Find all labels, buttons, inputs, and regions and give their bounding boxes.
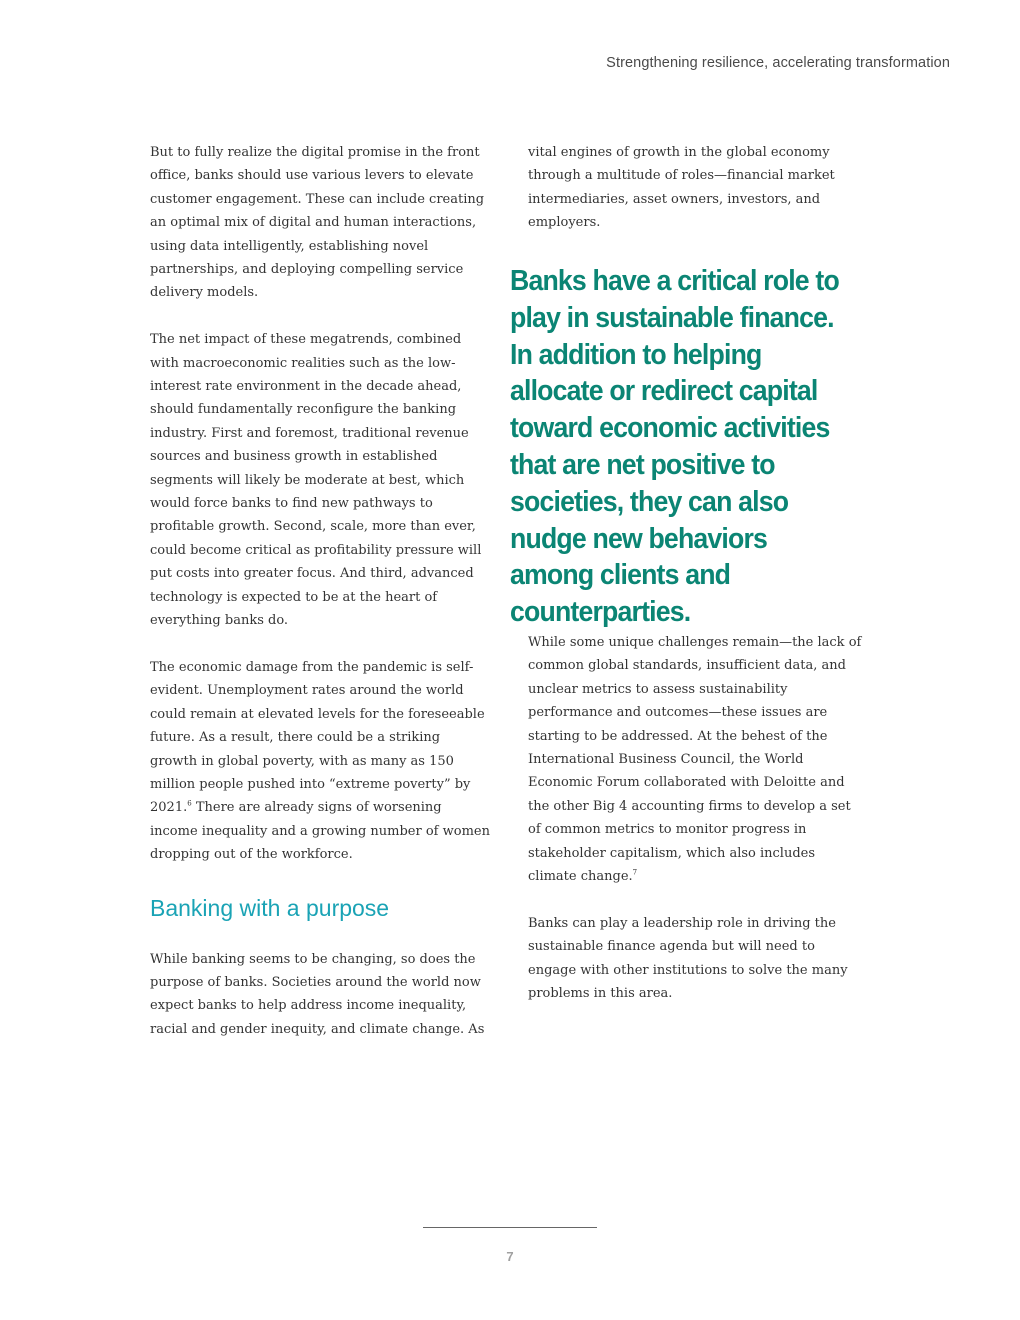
pull-quote: Banks have a critical role to play in sustainable finance. In addition to helping allocate or redirect capital toward economic activities that are net positive to societies, they can also nudge new behaviors among clients and counterparties. (510, 265, 839, 629)
right-column-top (528, 141, 864, 235)
footnote-marker: 7 (632, 868, 638, 877)
body-paragraph: The net impact of these megatrends, combined with macroeconomic realities such as the low-interest rate environment in the decade ahead, should fundamentally reconfigure the banking industry. First and foremost, traditional revenue sources and business growth in established segments will likely be moderate at best, which would force banks to find new pathways to profitable growth. Second, scale, more than ever, could become critical as profitability pressure will put costs into greater focus. And third, advanced technology is expected to be at the heart of everything banks do. (150, 332, 482, 629)
body-paragraph: Banks can play a leadership role in driving the sustainable finance agenda but will need to engage with other institutions to solve the many problems in this area. (528, 915, 848, 1002)
body-paragraph: While banking seems to be changing, so does the purpose of banks. Societies around the world now expect banks to help address income inequality, racial and gender inequity, and climate change. As (150, 951, 485, 1037)
running-header: Strengthening resilience, accelerating transformation (606, 55, 950, 71)
left-column (150, 141, 490, 1041)
body-paragraph: But to fully realize the digital promise in the front office, banks should use various levers to elevate customer engagement. These can include creating an optimal mix of digital and human interactions, using data intelligently, establishing novel partnerships, and deploying compelling service delivery models. (150, 145, 485, 301)
paragraph-text: There are already signs of worsening income inequality and a growing number of women dropping out of the workforce. (150, 800, 490, 863)
paragraph-text: While some unique challenges remain—the lack of common global standards, insufficient data, and unclear metrics to assess sustainability performance and outcomes—these issues are starting to be addressed. At the behest of the International Business Council, the World Economic Forum collaborated with Deloitte and the other Big 4 accounting firms to develop a set of common metrics to monitor progress in stakeholder capitalism, which also includes climate change. (528, 635, 862, 885)
section-heading: Banking with a purpose (150, 894, 390, 921)
right-column-bottom (528, 631, 864, 1005)
paragraph-text: The economic damage from the pandemic is self-evident. Unemployment rates around the world could remain at elevated levels for the foreseeable future. As a result, there could be a striking growth in global poverty, with as many as 150 million people pushed into “extreme poverty” by 2021. (150, 659, 485, 816)
page-number: 7 (506, 1249, 514, 1264)
body-paragraph (528, 631, 864, 888)
footer-divider (423, 1227, 597, 1228)
footnote-marker: 6 (187, 800, 192, 809)
body-paragraph (150, 656, 490, 867)
body-paragraph: vital engines of growth in the global economy through a multitude of roles—financial market intermediaries, asset owners, investors, and employers. (528, 145, 835, 231)
